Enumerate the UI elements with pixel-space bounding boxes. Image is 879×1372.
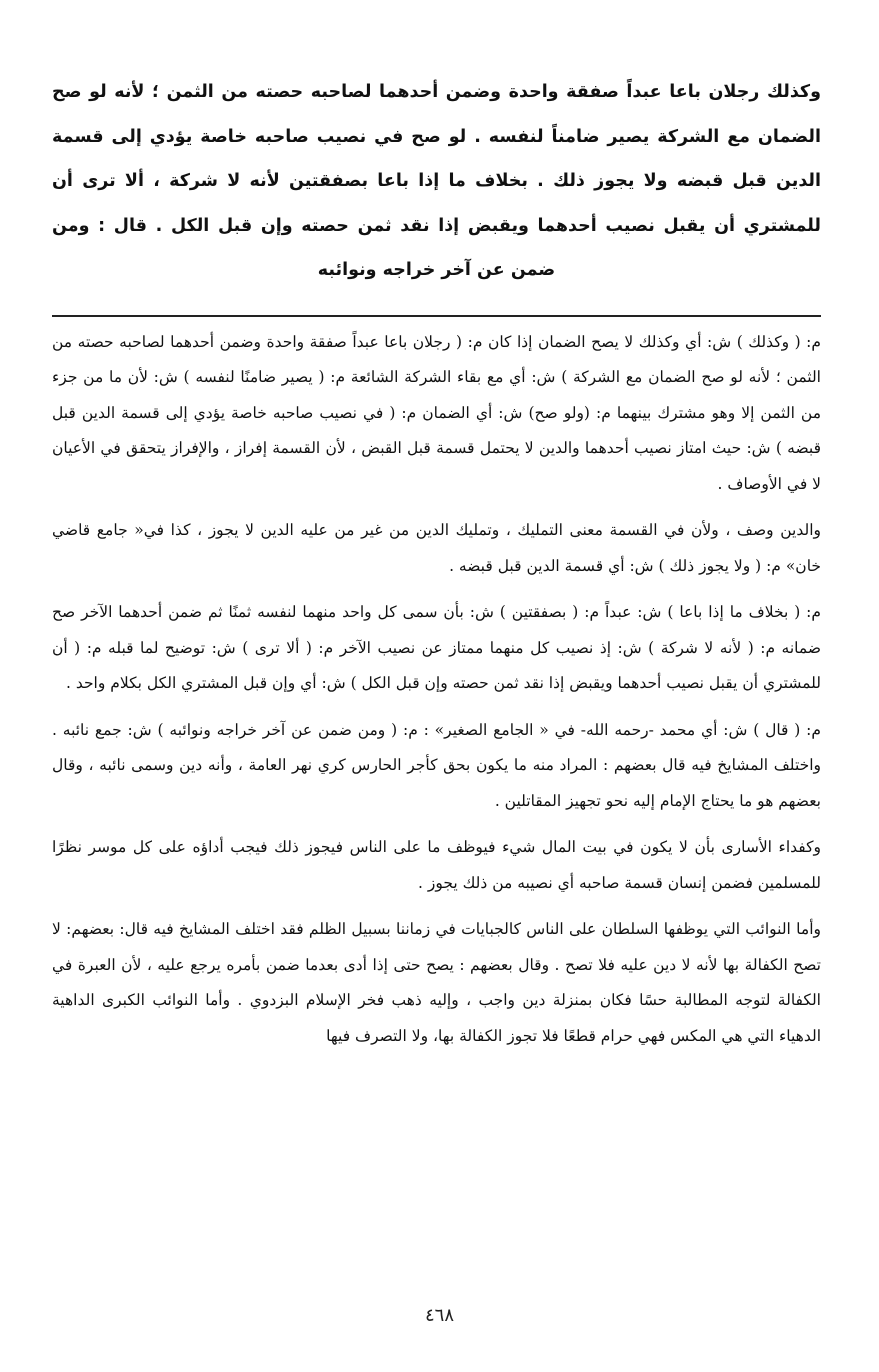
separator-rule [52,315,821,317]
sharh-paragraph-1: م: ( وكذلك ) ش: أي وكذلك لا يصح الضمان إذا كان م: ( رجلان باعا عبداً صفقة واحدة وضمن أحدهما لصاحبه حصته من الثمن ؛ لأنه لو صح الضمان مع الشركة ) ش: أي مع بقاء الشركة الشائعة م: ( يصير ضامنًا لنفسه ) ش: لأن ما من جزء من الثمن إلا وهو مشترك بينهما م: (ولو صح) ش: أي الضمان م: ( في نصيب صاحبه خاصة يؤدي إلى قسمة الدين قبل قبضه ) ش: حيث امتاز نصيب أحدهما والدين لا يحتمل قسمة قبل القبض ، لأن القسمة إفراز ، والإفراز يتحقق في الأعيان لا في الأوصاف . [52,332,821,493]
page-number: ٤٦٨ [424,1305,454,1326]
sharh-paragraph-2: والدين وصف ، ولأن في القسمة معنى التمليك ، وتمليك الدين من غير من عليه الدين لا يجوز ، كذا في« جامع قاضي خان» م: ( ولا يجوز ذلك ) ش: أي قسمة الدين قبل قبضه . [52,521,821,575]
sharh-paragraph-6: وأما النوائب التي يوظفها السلطان على الناس كالجبايات في زماننا بسبيل الظلم فقد اختلف المشايخ فيه قال: بعضهم: لا تصح الكفالة بها لأنه لا دين عليه فلا تصح . وقال بعضهم : يصح حتى إذا أدى بعدما ضمن بأمره يرجع عليه ، لأن العبرة في الكفالة لتوجه المطالبة حسًا فكان بمنزلة دين واجب ، وإليه ذهب فخر الإسلام البزدوي . وأما النوائب الكبرى الداهية الدهياء التي هي المكس فهي حرام قطعًا فلا تجوز الكفالة بها، ولا التصرف فيها [52,920,821,1045]
matn-text: وكذلك رجلان باعا عبداً صفقة واحدة وضمن أحدهما لصاحبه حصته من الثمن ؛ لأنه لو صح الضمان مع الشركة يصير ضامناً لنفسه . لو صح في نصيب صاحبه خاصة يؤدي إلى قسمة الدين قبل قبضه ولا يجوز ذلك . بخلاف ما إذا باعا بصفقتين لأنه لا شركة ، ألا ترى أن للمشتري أن يقبل نصيب أحدهما ويقبض إذا نقد ثمن حصته وإن قبل الكل . قال : ومن ضمن عن آخر خراجه ونوائبه [52,82,821,280]
sharh-paragraph-4: م: ( قال ) ش: أي محمد -رحمه الله- في « الجامع الصغير» : م: ( ومن ضمن عن آخر خراجه ونوائبه ) ش: جمع نائبه . واختلف المشايخ فيه قال بعضهم : المراد منه ما يكون بحق كأجر الحارس كري نهر العامة ، وأنه دين وسمى نائبه ، وقال بعضهم هو ما يحتاج الإمام إليه نحو تجهيز المقاتلين . [52,720,821,810]
book-page [52,70,821,1065]
sharh-paragraph-5: وكفداء الأسارى بأن لا يكون في بيت المال شيء فيوظف ما على الناس فيجوز ذلك فيجب أداؤه على كل موسر نظرًا للمسلمين فضمن إنسان قسمة صاحبه أي نصيبه من ذلك يجوز . [52,838,821,892]
sharh-paragraph-3: م: ( بخلاف ما إذا باعا ) ش: عبداً م: ( بصفقتين ) ش: بأن سمى كل واحد منهما لنفسه ثمنًا ثم ضمن أحدهما الآخر صح ضمانه م: ( لأنه لا شركة ) ش: إذ نصيب كل منهما ممتاز عن نصيب الآخر م: ( ألا ترى ) ش: توضيح لما قبله م: ( أن للمشتري أن يقبل نصيب أحدهما ويقبض إذا نقد ثمن حصته وإن قبل الكل ) ش: أي وإن قبل المشتري الكل بكلام واحد . [52,603,821,692]
